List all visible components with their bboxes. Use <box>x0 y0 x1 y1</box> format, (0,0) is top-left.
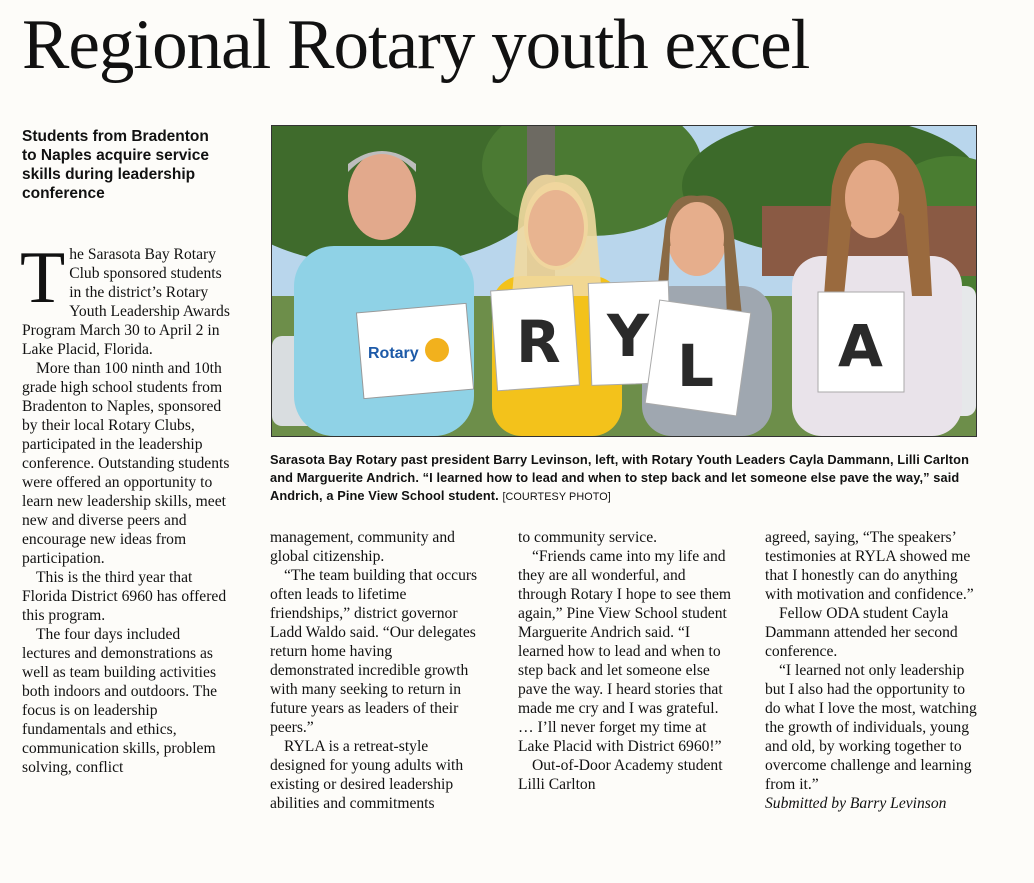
body-paragraph: to community service. <box>518 529 658 546</box>
body-paragraph: management, community and global citizenship. <box>270 529 455 565</box>
body-paragraph: Out-of-Door Academy student Lilli Carlton <box>518 757 723 793</box>
body-paragraph: “Friends came into my life and they are all wonderful, and through Rotary I hope to see them again,” Pine View School student Marguerite Andrich said. “I learned how to lead and when to step back and let someone else pave the way. I heard stories that made me cry and I was grateful. … I’ll never forget my time at Lake Placid with District 6960!” <box>518 548 732 755</box>
body-paragraph: More than 100 ninth and 10th grade high school students from Bradenton to Naples, sponsored by their local Rotary Clubs, participated in the leadership conference. Outstanding students were offered an opportunity to learn new leadership skills, meet new and diverse peers and encourage new ideas from participation. <box>22 360 230 567</box>
photo-credit: [COURTESY PHOTO] <box>502 491 611 503</box>
sign-letter-l: L <box>677 332 714 400</box>
article-column-2 <box>270 528 480 813</box>
body-paragraph: “I learned not only leadership but I also had the opportunity to do what I love the most, watching the growth of individuals, young and old, by working together to overcome challenge and learning from it.” <box>765 662 977 793</box>
article-column-1 <box>20 237 230 777</box>
sign-letter-a: A <box>838 312 883 380</box>
rotary-sign-text: Rotary <box>368 345 419 362</box>
photo-illustration <box>272 126 976 436</box>
headline: Regional Rotary youth excel <box>22 6 810 84</box>
article-column-4 <box>765 528 979 813</box>
caption-text: Sarasota Bay Rotary past president Barry Levinson, left, with Rotary Youth Leaders Cayla Dammann, Lilli Carlton and Marguerite Andrich. “I learned how to lead and when to step back and let someone else pave the way,” said Andrich, a Pine View School student. <box>270 452 969 503</box>
body-paragraph: “The team building that occurs often leads to lifetime friendships,” district governor Ladd Waldo said. “Our delegates return home having demonstrated incredible growth with many seeking to return in future years as leaders of their peers.” <box>270 567 478 736</box>
lead-text: he Sarasota Bay Rotary Club sponsored students in the district’s Rotary Youth Leadership Awards Program March 30 to April 2 in Lake Placid, Florida. <box>22 246 230 358</box>
body-paragraph: agreed, saying, “The speakers’ testimonies at RYLA showed me that I honestly can do anything with motivation and confidence.” <box>765 529 974 603</box>
body-paragraph: This is the third year that Florida District 6960 has offered this program. <box>22 569 227 624</box>
lead-paragraph <box>20 237 230 359</box>
photo-caption <box>270 451 982 506</box>
article-column-3 <box>518 528 732 794</box>
news-photo <box>271 125 977 437</box>
sign-letter-y: Y <box>607 302 649 370</box>
body-paragraph: The four days included lectures and demonstrations as well as team building activities both indoors and outdoors. The focus is on leadership fundamentals and ethics, communication skills, problem solving, conflict <box>22 626 218 776</box>
body-paragraph: Fellow ODA student Cayla Dammann attended her second conference. <box>765 605 958 660</box>
sign-letter-r: R <box>516 308 561 376</box>
subheadline-deck: Students from Bradenton to Naples acquire service skills during leadership conference <box>22 128 209 202</box>
byline-signature: Submitted by Barry Levinson <box>765 795 947 812</box>
body-paragraph: RYLA is a retreat-style designed for young adults with existing or desired leadership abilities and commitments <box>270 738 464 812</box>
drop-cap: T <box>20 237 66 319</box>
